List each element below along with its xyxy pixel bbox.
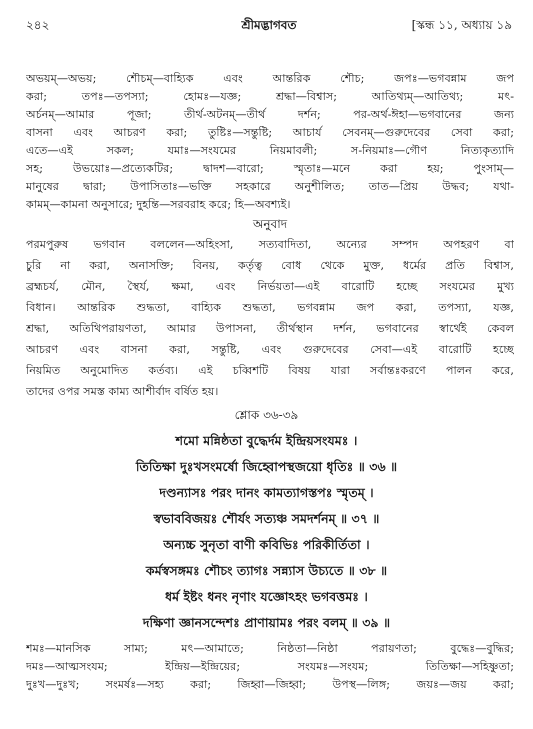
running-title: শ্রীমদ্ভাগবত [241, 18, 297, 32]
verse-line: তিতিক্ষা দুঃখসংমর্ষো জিহ্বোপস্থজয়ো ধৃতিঃ ॥ ৩৬ ॥ [135, 459, 398, 474]
translation-line: চুরি না করা, অনাসক্তি; বিনয়, কর্তৃত্ব বোধ থেকে মুক্ত, ধর্মের প্রতি বিশ্বাস, [26, 259, 514, 272]
verse-line: দক্ষিণা জ্ঞানসন্দেশঃ প্রাণায়ামঃ পরং বলম্ ॥ ৩৯ ॥ [142, 615, 391, 630]
synonym-line: শমঃ—মানসিক সাম্য; মৎ—আমাতে; নিষ্ঠতা—নিষ্ঠা পরায়ণতা; বুদ্ধেঃ—বুদ্ধির; [26, 642, 514, 655]
translation-line: শ্রদ্ধা, অতিথিপরায়ণতা, আমার উপাসনা, তীর্থস্থান দর্শন, ভগবানের স্বার্থেই কেবল [26, 322, 514, 335]
translation-line: ব্রহ্মচর্য, মৌন, স্থৈর্য, ক্ষমা, এবং নির্ভয়তা—এই বারোটি হচ্ছে সংযমের মুখ্য [26, 280, 514, 293]
translation-line: তাদের ওপর সমস্ত কাম্য আশীর্বাদ বর্ষিত হয়। [26, 385, 219, 398]
page-number: ২৪২ [26, 18, 50, 32]
verse-line: ধর্ম ইষ্টং ধনং নৃণাং যজ্ঞোঽহং ভগবত্তমঃ । [165, 589, 368, 604]
page-header [26, 16, 512, 34]
synonym-line: মানুষের দ্বারা; উপাসিতাঃ—ভক্তি সহকারে অনুশীলিত; তাত—প্রিয় উদ্ধব; যথা- [26, 180, 514, 193]
synonym-line: করা; তপঃ—তপস্যা; হোমঃ—যজ্ঞ; শ্রদ্ধা—বিশ্বাস; আতিথ্যম্—আতিথ্য; মৎ- [26, 90, 514, 103]
translation-line: বিধান। আন্তরিক শুদ্ধতা, বাহ্যিক শুদ্ধতা, ভগবন্নাম জপ করা, তপস্যা, যজ্ঞ, [26, 301, 514, 314]
translation-line: আচরণ এবং বাসনা করা, সন্তুষ্টি, এবং গুরুদেবের সেবা—এই বারোটি হচ্ছে [26, 343, 514, 356]
synonym-line: অভয়ম্—অভয়; শৌচম্—বাহ্যিক এবং আন্তরিক শৌচ; জপঃ—ভগবন্নাম জপ [26, 72, 514, 85]
verse-line: স্বভাববিজয়ঃ শৌর্যং সত্যঞ্চ সমদর্শনম্ ॥ ৩৭ ॥ [153, 511, 380, 526]
translation-line: পরমপুরুষ ভগবান বললেন—অহিংসা, সত্যবাদিতা, অন্যের সম্পদ অপহরণ বা [26, 238, 514, 251]
verse-line: দণ্ডন্যাসঃ পরং দানং কামত্যাগস্তপঃ স্মৃতম্ । [159, 485, 374, 500]
synonym-line: সহ; উভয়োঃ—প্রত্যেকটির; দ্বাদশ—বারো; স্মৃতাঃ—মনে করা হয়; পুংসাম্— [26, 162, 514, 175]
translation-line: নিয়মিত অনুমোদিত কর্তব্য। এই চব্বিশটি বিষয় যারা সর্বান্তঃকরণে পালন করে, [26, 364, 514, 377]
synonym-line: কামম্—কামনা অনুসারে; দুহন্তি—সরবরাহ করে; হি—অবশ্যই। [26, 198, 291, 211]
synonym-line: এতে—এই সকল; যমাঃ—সংযমের নিয়মাবলী; স-নিয়মাঃ—গৌণ নিত্যকৃত্যাদি [26, 144, 514, 157]
section-reference: [স্কন্ধ ১১, অধ্যায় ১৯ [411, 18, 512, 32]
verse-line: কর্মস্বসঙ্গমঃ শৌচং ত্যাগঃ সন্ন্যাস উচ্যতে ॥ ৩৮ ॥ [145, 563, 388, 578]
verse-line: অন্যচ্চ সুনৃতা বাণী কবিভিঃ পরিকীর্তিতা । [163, 537, 370, 552]
translation-heading: অনুবাদ [252, 217, 288, 231]
synonym-line: অর্চনম্—আমার পূজা; তীর্থ-অটনম্—তীর্থ দর্শন; পর-অর্থ-ঈহা—ভগবানের জন্য [26, 108, 514, 121]
verse-heading: শ্লোক ৩৬-৩৯ [234, 408, 299, 422]
synonym-line: দমঃ—আত্মসংযম; ইন্দ্রিয়—ইন্দ্রিয়ের; সংযমঃ—সংযম; তিতিক্ষা—সহিষ্ণুতা; [26, 660, 514, 673]
verse-line: শমো মন্নিষ্ঠতা বুদ্ধের্দম ইন্দ্রিয়সংযমঃ । [175, 433, 358, 448]
synonym-line: দুঃখ—দুঃখ; সংমর্ষঃ—সহ্য করা; জিহ্বা—জিহ্বা; উপস্থ—লিঙ্গ; জয়ঃ—জয় করা; [26, 678, 514, 691]
synonym-line: বাসনা এবং আচরণ করা; তুষ্টিঃ—সন্তুষ্টি; আচার্য সেবনম্—গুরুদেবের সেবা করা; [26, 126, 514, 139]
